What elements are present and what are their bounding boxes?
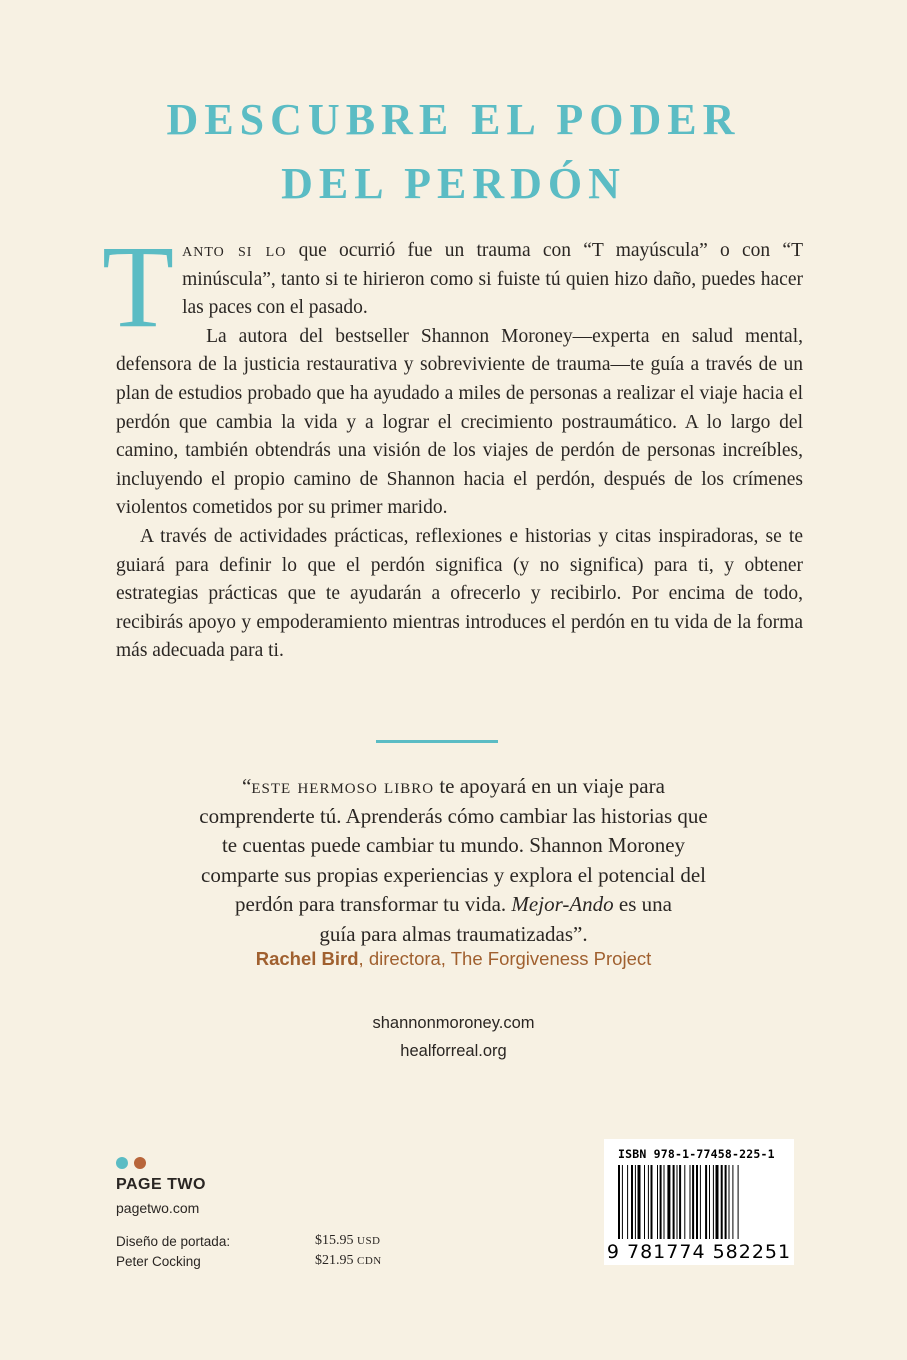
barcode-bar: [631, 1165, 633, 1239]
quote-smallcaps: este hermoso libro: [251, 774, 435, 798]
paragraph-2: La autora del bestseller Shannon Moroney—experta en salud mental, defensora de la justicia restaurativa y sobreviviente de trauma—te guía a través de un plan de estudios probado que ha ayudado a miles de personas a realizar el viaje hacia el perdón que cambia la vida y a lograr el crecimiento postraumático. A lo largo del camino, también obtendrás una visión de los viajes de perdón de personas increíbles, incluyendo el propio camino de Shannon hacia el perdón, después de los crímenes violentos cometidos por su primer marido.: [116, 325, 803, 519]
quote-line-1: [150, 772, 757, 802]
barcode-bar: [696, 1165, 698, 1239]
barcode-bar: [729, 1165, 730, 1239]
quote-line-6: guía para almas traumatizadas”.: [319, 921, 588, 946]
quote-line-5-start: perdón para transformar tu vida.: [235, 892, 512, 917]
price-usd-unit: USD: [357, 1235, 381, 1247]
publisher-name: PAGE TWO: [116, 1176, 206, 1193]
barcode-bar: [692, 1165, 694, 1239]
title-line-1: DESCUBRE EL PODER: [166, 95, 741, 144]
barcode-bar: [725, 1165, 727, 1239]
attribution-role: , directora, The Forgiveness Project: [358, 948, 652, 969]
drop-cap: T: [102, 221, 175, 352]
quote-attribution: [0, 948, 907, 970]
barcode-bar: [627, 1165, 628, 1239]
barcode-bar: [673, 1165, 675, 1239]
barcode-bar: [679, 1165, 681, 1239]
publisher-url[interactable]: pagetwo.com: [116, 1200, 200, 1216]
barcode-bar: [705, 1165, 707, 1239]
title-line-2: DEL PERDÓN: [281, 159, 626, 208]
barcode-bar: [709, 1165, 710, 1239]
author-website-link[interactable]: shannonmoroney.com: [372, 1014, 535, 1032]
quote-line-5: [150, 890, 757, 920]
paragraph-1-text: que ocurrió fue un trauma con “T mayúscula” o con “T minúscula”, tanto si te hirieron como si fuiste tú quien hizo daño, puedes hacer las paces con el pasado.: [182, 240, 803, 319]
barcode-bar: [690, 1165, 691, 1239]
barcode-bar: [618, 1165, 620, 1239]
attribution-name: Rachel Bird: [255, 948, 359, 969]
endorsement-quote: [150, 772, 757, 950]
barcode-bar: [684, 1165, 685, 1239]
cover-designer-name: Peter Cocking: [116, 1254, 201, 1269]
barcode-bar: [648, 1165, 649, 1239]
quote-line-4: comparte sus propias experiencias y explora el potencial del: [201, 862, 706, 887]
barcode-bar: [700, 1165, 701, 1239]
isbn-barcode-block: [604, 1139, 794, 1265]
barcode-bar: [622, 1165, 623, 1239]
description-text: [102, 221, 803, 666]
barcode-bar: [638, 1165, 641, 1239]
publisher-dot-orange-icon: [134, 1157, 146, 1169]
isbn-label: ISBN 978-1-77458-225-1: [618, 1147, 775, 1161]
open-quote-mark: “: [242, 774, 252, 798]
paragraph-3: A través de actividades prácticas, reflexiones e historias y citas inspiradoras, se te guiará para definir lo que el perdón significa (y no significa) para ti, y obtener estrategias prácticas que te ayudarán a ofrecerlo y recibirlo. Por encima de todo, recibirás apoyo y empoderamiento mientras introduces el perdón en tu vida de la forma más adecuada para ti.: [116, 525, 803, 662]
book-title-italic: Mejor-Ando: [511, 892, 614, 917]
barcode-bar: [635, 1165, 636, 1239]
cover-design-label: Diseño de portada:: [116, 1234, 231, 1249]
barcode-bar: [651, 1165, 653, 1239]
quote-line-1-rest: te apoyará en un viaje para: [434, 774, 665, 798]
price-usd-value: $15.95: [315, 1233, 354, 1248]
quote-line-5-end: es una: [613, 892, 672, 917]
barcode-bar: [657, 1165, 658, 1239]
quote-line-2: comprenderte tú. Aprenderás cómo cambiar las historias que: [199, 803, 708, 828]
barcode-bar: [716, 1165, 719, 1239]
barcode-bar: [664, 1165, 665, 1239]
barcode-bar: [660, 1165, 662, 1239]
barcode-bar: [677, 1165, 678, 1239]
price-usd: [315, 1233, 381, 1249]
price-cdn-value: $21.95: [315, 1253, 354, 1268]
barcode-bar: [713, 1165, 714, 1239]
barcode-bar: [667, 1165, 670, 1239]
paragraph-1-smallcaps: anto si lo: [182, 240, 287, 261]
price-cdn: [315, 1253, 382, 1269]
paragraph-1: [102, 221, 803, 352]
isbn-digits: 9 781774 582251: [606, 1241, 792, 1263]
price-cdn-unit: CDN: [357, 1255, 382, 1267]
section-divider: [376, 740, 498, 743]
publisher-dot-teal-icon: [116, 1157, 128, 1169]
back-cover-title: [0, 88, 907, 216]
barcode-bar: [738, 1165, 739, 1239]
heal-website-link[interactable]: healforreal.org: [400, 1042, 507, 1060]
barcode-bar: [721, 1165, 723, 1239]
quote-line-3: te cuentas puede cambiar tu mundo. Shannon Moroney: [221, 833, 686, 858]
barcode-bar: [644, 1165, 645, 1239]
barcode-bar: [732, 1165, 733, 1239]
